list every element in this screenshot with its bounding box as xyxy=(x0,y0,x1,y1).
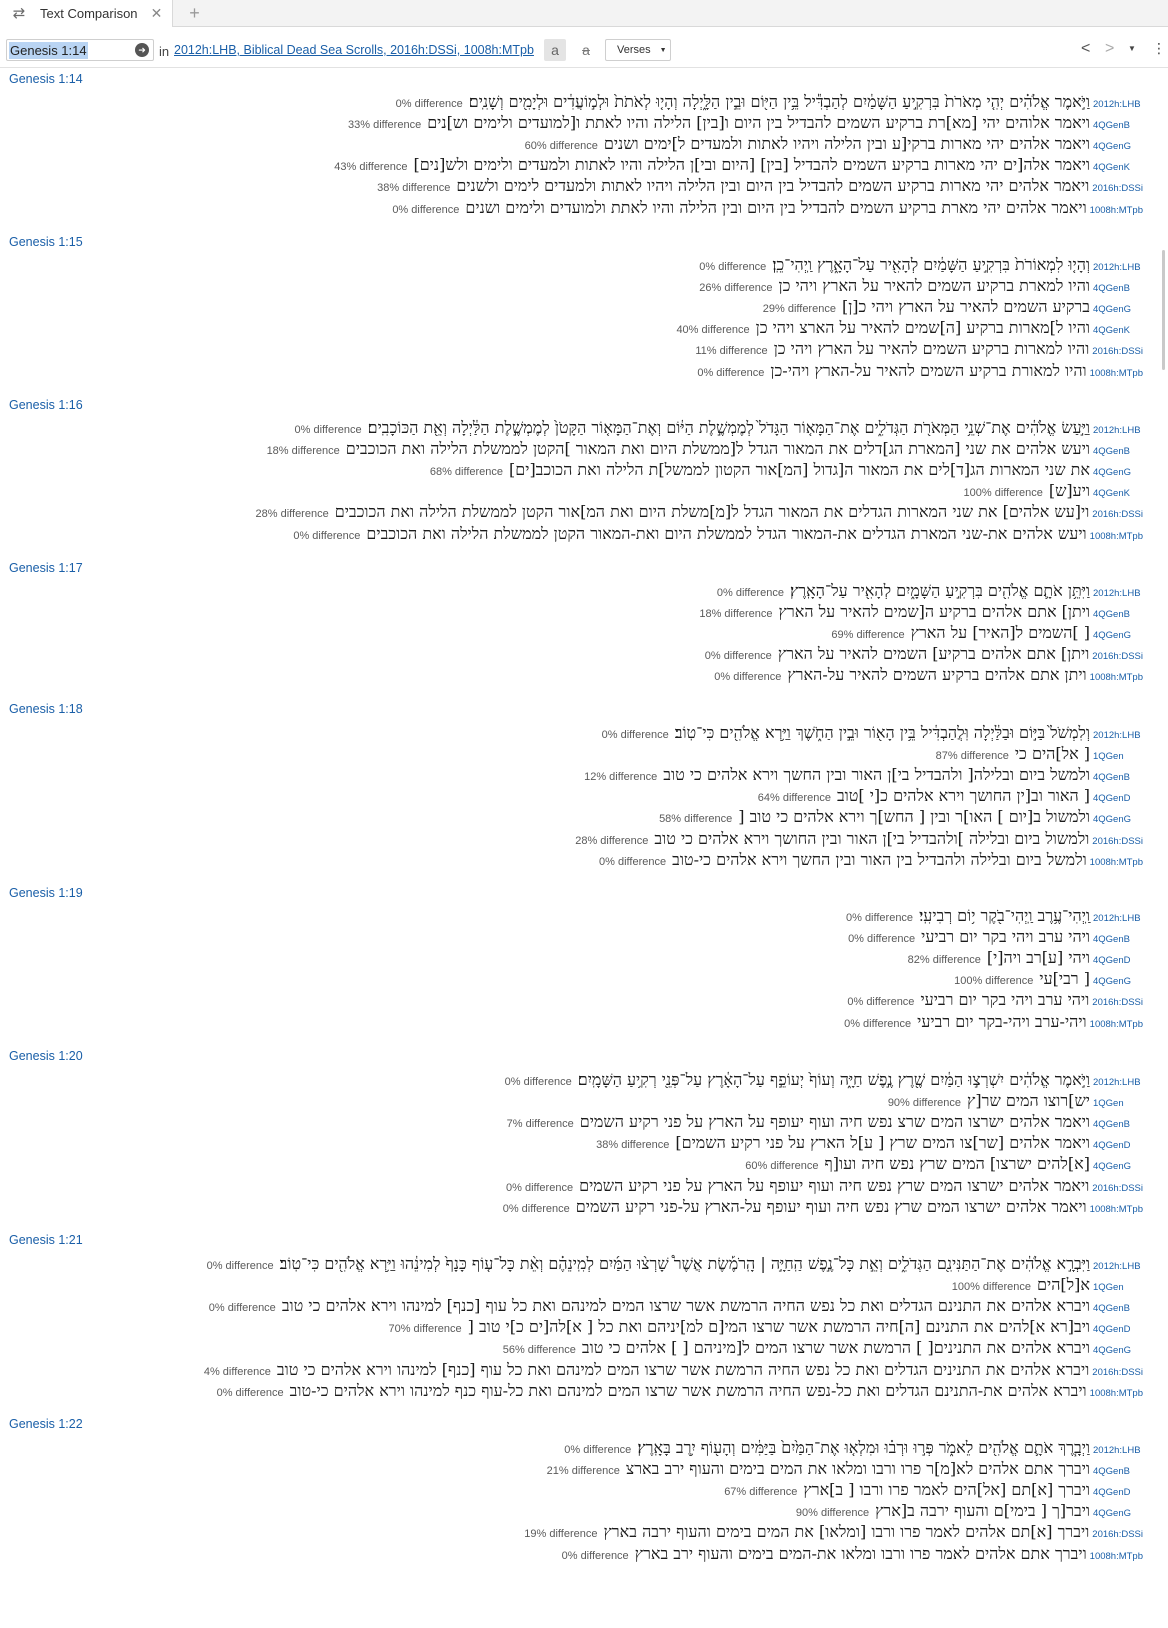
text-abbreviation[interactable]: 4QGenG xyxy=(1093,1345,1132,1357)
verse-text: ויאמר אלהים ישרצו המים שרץ נפש חיה ועוף יעופף על-הארץ על-פני רקיע השמים xyxy=(575,1196,1087,1216)
difference-percent: 0% difference xyxy=(504,1076,572,1088)
verse-text: ויאמר אלהים יהי מארת ברקיע השמים להבדיל בין היום ובין הלילה והיו לאתת ולמועדים ולימים ושנים xyxy=(465,197,1087,217)
text-abbreviation[interactable]: 4QGenB xyxy=(1093,283,1130,295)
difference-percent: 19% difference xyxy=(524,1528,598,1541)
go-arrow-icon[interactable]: ➜ xyxy=(135,43,149,57)
comparison-row xyxy=(714,665,1143,687)
difference-percent: 4% difference xyxy=(203,1365,271,1378)
text-abbreviation[interactable]: 4QGenB xyxy=(1093,1466,1130,1478)
comparison-row xyxy=(697,361,1143,383)
text-abbreviation[interactable]: 2016h:DSSi xyxy=(1092,835,1143,847)
verse-reference-link[interactable]: Genesis 1:15 xyxy=(9,235,83,249)
verse-text: ויברא אלהים את התנינים[ ] הרמשת אשר שרצו המים ל[מיניהם [ ] אלהים כי טוב xyxy=(581,1338,1090,1358)
text-abbreviation[interactable]: 1008h:MTpb xyxy=(1089,1550,1143,1562)
verse-text: והיו למאורת ברקיע השמים להאיר על-הארץ ויהי-כן xyxy=(770,360,1087,380)
text-abbreviation[interactable]: 1008h:MTpb xyxy=(1089,1387,1143,1399)
text-abbreviation[interactable]: 4QGenB xyxy=(1093,120,1130,132)
comparison-row xyxy=(717,581,1143,603)
verse-text: ויתן] אתם אלהים ברקיע] השמים להאיר על הארץ xyxy=(777,644,1090,664)
difference-percent: 60% difference xyxy=(745,1160,819,1173)
comparison-row xyxy=(796,1501,1143,1523)
verse-text: ויאמר אלהים [שר]צו המים שרץ [ ע]ל הארץ על פני רקיע השמים] xyxy=(675,1133,1090,1153)
back-arrow-icon[interactable]: < xyxy=(1081,40,1091,57)
text-abbreviation[interactable]: 4QGenK xyxy=(1093,488,1130,500)
comparison-row xyxy=(503,1197,1143,1219)
verse-text: [ האור וב[ין החושך וירא אלהים כ[י ]טוב xyxy=(836,786,1090,806)
text-abbreviation[interactable]: 2012h:LHB xyxy=(1093,262,1141,273)
comparison-row xyxy=(217,1381,1143,1403)
tab-bar xyxy=(0,0,1168,27)
text-abbreviation[interactable]: 4QGenG xyxy=(1093,630,1132,642)
text-abbreviation[interactable]: 1008h:MTpb xyxy=(1089,856,1143,868)
difference-percent: 0% difference xyxy=(392,203,460,216)
verse-text: וַיַּ֣עַשׂ אֱלֹהִ֔ים אֶת־שְׁנֵ֥י הַמְּאֹרֹ֖ת הַגְּדֹלִ֑ים אֶת־הַמָּא֤וֹר הַגָּדֹל֙ לְמֶמְשֶׁ֣לֶת הַיּ֔וֹם וְאֶת־הַמָּא֤וֹר הַקָּטֹן֙ לְמֶמְשֶׁ֣לֶת הַלַּ֔יְלָה וְאֵ֖ת הַכּוֹכָבִֽים׃ xyxy=(367,418,1090,437)
difference-percent: 0% difference xyxy=(714,671,782,684)
comparison-row xyxy=(525,134,1143,156)
comparison-row xyxy=(964,481,1143,503)
text-abbreviation[interactable]: 4QGenK xyxy=(1093,325,1130,337)
verse-text: והיו למארות ברקיע השמים להאיר על הארץ ויהי כן xyxy=(773,339,1090,359)
text-abbreviation[interactable]: 1QGen xyxy=(1093,751,1124,763)
tab-title: Text Comparison xyxy=(40,5,138,21)
comparison-row xyxy=(699,276,1143,298)
verse-text: וי[עש אלהים] את שני המארות הגדלים את המאור הגדל ל[מ]משלת היום ואת המ]אור הקטן לממשלת הלילה ואת הכוכבים xyxy=(334,502,1090,522)
difference-percent: 87% difference xyxy=(935,750,1009,763)
comparison-row xyxy=(705,644,1143,666)
text-abbreviation[interactable]: 2012h:LHB xyxy=(1093,1261,1141,1272)
verse-text: ויברך [א]תם [אל]הים לאמר פרו ורבו [ ב]ארץ xyxy=(803,1480,1090,1500)
verse-text: ויהי-ערב ויהי-בקר יום רביעי xyxy=(917,1011,1087,1031)
difference-percent: 0% difference xyxy=(699,261,767,273)
verse-text: ויהי ערב ויהי בקר יום רביעי xyxy=(920,990,1090,1010)
text-abbreviation[interactable]: 1QGen xyxy=(1093,1098,1124,1110)
difference-percent: 0% difference xyxy=(848,933,916,946)
comparison-row xyxy=(908,948,1143,970)
text-abbreviation[interactable]: 4QGenG xyxy=(1093,976,1132,988)
text-abbreviation[interactable]: 4QGenB xyxy=(1093,772,1130,784)
comparison-row xyxy=(844,1012,1143,1034)
difference-percent: 33% difference xyxy=(348,119,422,132)
difference-percent: 0% difference xyxy=(216,1386,284,1399)
verse-reference-link[interactable]: Genesis 1:18 xyxy=(9,702,83,716)
toolbar xyxy=(0,35,1168,63)
difference-percent: 26% difference xyxy=(699,282,773,295)
comparison-row xyxy=(207,1254,1143,1276)
difference-percent: 40% difference xyxy=(676,324,750,337)
scroll-thumb[interactable] xyxy=(1162,250,1165,370)
forward-arrow-icon[interactable]: > xyxy=(1105,40,1115,57)
comparison-row xyxy=(204,1360,1143,1382)
text-abbreviation[interactable]: 4QGenG xyxy=(1093,1161,1132,1173)
verse-text: ויהי ערב ויהי בקר יום רביעי xyxy=(921,927,1090,947)
tab-text-comparison[interactable] xyxy=(0,0,173,27)
text-abbreviation[interactable]: 4QGenG xyxy=(1093,467,1132,479)
comparison-row xyxy=(524,1522,1143,1544)
difference-percent: 100% difference xyxy=(951,1281,1032,1294)
comparison-row xyxy=(348,113,1143,135)
add-tab-icon[interactable]: + xyxy=(189,2,200,23)
verse-text: ולמשל ביום ובלילה ולהבדיל בין האור ובין החשך וירא אלהים כי-טוב xyxy=(672,849,1087,869)
text-abbreviation[interactable]: 4QGenB xyxy=(1093,446,1130,458)
verse-reference-link[interactable]: Genesis 1:19 xyxy=(9,886,83,900)
verse-text: ויעש אלהים את שני [המארת הג]דלים את המאור הגדל ל[ממשלת היום ואת המאור ]הקטן לממשלת הלילה ואת הכוכבים xyxy=(345,439,1090,459)
view-mode-value: Verses xyxy=(617,44,651,56)
difference-percent: 0% difference xyxy=(564,1444,632,1456)
text-abbreviation[interactable]: 2016h:DSSi xyxy=(1092,346,1143,358)
verse-text: ויע[ש] xyxy=(1048,481,1090,501)
comparison-row xyxy=(602,723,1143,745)
text-abbreviation[interactable]: 2012h:LHB xyxy=(1093,913,1141,924)
reference-value[interactable]: Genesis 1:14 xyxy=(10,42,87,58)
comparison-row xyxy=(936,744,1143,766)
text-abbreviation[interactable]: 4QGenG xyxy=(1093,304,1132,316)
verse-reference-link[interactable]: Genesis 1:17 xyxy=(9,561,83,575)
verse-text: ויתן אתם אלהים ברקיע השמים להאיר על-הארץ xyxy=(787,665,1087,685)
verse-text: ויברך [א]תם אלהים לאמר פרו ורבו [ומלאו] את המים בימים והעוף ירבה בארץ xyxy=(603,1522,1090,1542)
verse-text: ויבר[ך [ בימי]ם והעוף ירבה ב[ארץ xyxy=(875,1501,1090,1521)
comparison-row xyxy=(584,765,1143,787)
verse-text: [ אל]הים כי xyxy=(1014,744,1090,764)
difference-percent: 0% difference xyxy=(697,366,765,379)
difference-percent: 90% difference xyxy=(887,1097,961,1110)
text-abbreviation[interactable]: 2016h:DSSi xyxy=(1092,1529,1143,1541)
difference-percent: 29% difference xyxy=(762,303,836,316)
text-abbreviation[interactable]: 2016h:DSSi xyxy=(1092,509,1143,521)
comparison-row xyxy=(888,1091,1143,1113)
verse-text: ולמשול ב[יום ] האו]ר ובין [ החש]ך וירא אלהים כי טוב [ xyxy=(738,807,1090,827)
difference-percent: 0% difference xyxy=(599,855,667,868)
verse-reference-link[interactable]: Genesis 1:16 xyxy=(9,398,83,412)
text-abbreviation[interactable]: 2012h:LHB xyxy=(1093,425,1141,436)
text-abbreviation[interactable]: 4QGenK xyxy=(1093,162,1130,174)
difference-percent: 60% difference xyxy=(524,140,598,153)
text-abbreviation[interactable]: 2012h:LHB xyxy=(1093,588,1141,599)
verse-text: וְלִמְשֹׁל֙ בַּיּ֣וֹם וּבַלַּ֔יְלָה וּֽלֲהַבְדִּ֔יל בֵּ֥ין הָא֖וֹר וּבֵ֣ין הַחֹ֑שֶׁךְ וַיַּ֥רְא אֱלֹהִ֖ים כִּי־טֽוֹב׃ xyxy=(674,723,1090,742)
verse-text: ויהי [ע]רב ויה[י] xyxy=(986,948,1090,968)
text-abbreviation[interactable]: 2012h:LHB xyxy=(1093,730,1141,741)
verse-text: וַיֹּ֣אמֶר אֱלֹהִ֔ים יִשְׁרְצ֣וּ הַמַּ֔יִם שֶׁ֖רֶץ נֶ֣פֶשׁ חַיָּ֑ה וְעוֹף֙ יְעוֹפֵ֣ף עַל־הָאָ֔רֶץ עַל־פְּנֵ֖י רְקִ֥יעַ הַשָּׁמָֽיִם׃ xyxy=(577,1070,1090,1089)
verse-text: א[ל]הים xyxy=(1037,1275,1090,1295)
comparison-panel xyxy=(0,68,1160,1628)
comparison-row xyxy=(256,502,1143,524)
comparison-row xyxy=(846,906,1143,928)
verse-text: ויברא אלהים את-התנינם הגדלים ואת כל-נפש החיה הרמשת אשר שרצו המים למינהם ואת כל-עוף כנף למינהו וירא אלהים כי-טוב xyxy=(289,1380,1087,1400)
verse-text: ויאמר אלהים יהי מארות ברקי[ע ובין הלילה ויהיו לאתות ולמעדים ל]ימים ושנים xyxy=(603,134,1090,154)
swap-arrows-icon: ⇄ xyxy=(12,5,26,22)
text-abbreviation[interactable]: 4QGenB xyxy=(1093,609,1130,621)
difference-percent: 64% difference xyxy=(757,792,831,805)
comparison-row xyxy=(392,198,1143,220)
difference-percent: 0% difference xyxy=(704,650,772,663)
verse-text: ויאמר אלהים יהי מארות ברקיע השמים להבדיל בין היום ובין הלילה ויהיו לאתות ולמעדים לימים ולשנים xyxy=(456,176,1090,196)
text-abbreviation[interactable]: 4QGenD xyxy=(1093,955,1131,967)
text-abbreviation[interactable]: 1008h:MTpb xyxy=(1089,1203,1143,1215)
dropdown-menu-icon[interactable]: ▼ xyxy=(1128,44,1136,53)
comparison-row xyxy=(505,1070,1143,1092)
comparison-row xyxy=(506,1176,1143,1198)
comparison-row xyxy=(952,1275,1143,1297)
comparison-row xyxy=(676,318,1143,340)
verse-reference-link[interactable]: Genesis 1:20 xyxy=(9,1049,83,1063)
comparison-row xyxy=(564,1438,1143,1460)
difference-percent: 56% difference xyxy=(502,1344,576,1357)
text-abbreviation[interactable]: 4QGenD xyxy=(1093,1324,1131,1336)
comparison-row xyxy=(209,1296,1143,1318)
difference-percent: 70% difference xyxy=(388,1323,462,1336)
difference-percent: 69% difference xyxy=(831,629,905,642)
verse-text: ויעש אלהים את-שני המארת הגדלים את-המאור הגדל לממשלת היום ואת-המאור הקטן לממשלת הלילה ואת הכוכבים xyxy=(366,523,1087,543)
difference-percent: 11% difference xyxy=(695,345,768,358)
verse-text: את שני המארות הג[ד]לים את המאור ה[גדול [המ]אור הקטון לממשל]ת הלילה ואת הכוכב[ים] xyxy=(509,460,1090,480)
difference-percent: 82% difference xyxy=(907,954,981,967)
comparison-row xyxy=(295,418,1143,440)
difference-percent: 0% difference xyxy=(395,98,463,110)
comparison-row xyxy=(547,1459,1143,1481)
verse-text: ויאמר אלוהים יהי [מא]רת ברקיע השמים להבדיל בין היום ו[בין] הלילה והיו לאתת ו[למועדים ולימים וש]נים xyxy=(427,113,1090,133)
text-abbreviation[interactable]: 1008h:MTpb xyxy=(1089,530,1143,542)
difference-percent: 28% difference xyxy=(575,834,649,847)
chevron-down-icon: ▼ xyxy=(659,46,667,54)
comparison-row xyxy=(596,1133,1143,1155)
verse-text: ויברא אלהים את התנינים הגדלים ואת כל נפש החיה הרמשת אשר שרצו המים למינהם ואת כל עוף [כנף] למינהו וירא אלהים כי טוב xyxy=(276,1359,1090,1379)
difference-percent: 43% difference xyxy=(334,161,408,174)
comparison-row xyxy=(831,623,1143,645)
text-abbreviation[interactable]: 1008h:MTpb xyxy=(1089,367,1143,379)
difference-percent: 28% difference xyxy=(255,508,329,521)
difference-percent: 68% difference xyxy=(429,466,504,479)
difference-percent: 0% difference xyxy=(561,1549,629,1562)
comparison-row xyxy=(699,602,1143,624)
difference-percent: 0% difference xyxy=(716,587,784,599)
difference-percent: 7% difference xyxy=(506,1118,574,1131)
verse-text: ולמשל ביום ובלילה[ ולהבדיל בי]ן האור ובין החשך וירא אלהים כי טוב xyxy=(663,765,1090,785)
difference-percent: 0% difference xyxy=(844,1017,912,1030)
difference-percent: 38% difference xyxy=(596,1139,670,1152)
verse-text: והיו למארת ברקיע השמים להאיר על הארץ ויהי כן xyxy=(778,276,1090,296)
difference-percent: 58% difference xyxy=(659,813,733,826)
comparison-row xyxy=(562,1544,1143,1566)
view-mode-select[interactable] xyxy=(605,39,671,61)
verse-reference-link[interactable]: Genesis 1:14 xyxy=(9,72,83,86)
comparison-row xyxy=(763,297,1143,319)
verse-text: יש]רוצו המים שר[ץ xyxy=(967,1091,1090,1111)
difference-percent: 0% difference xyxy=(293,529,361,542)
strikethrough-button[interactable]: a xyxy=(582,42,590,58)
text-abbreviation[interactable]: 2012h:LHB xyxy=(1093,1077,1141,1088)
text-abbreviation[interactable]: 2016h:DSSi xyxy=(1092,1182,1143,1194)
comparison-row xyxy=(847,990,1143,1012)
comparison-row xyxy=(334,155,1143,177)
difference-percent: 0% difference xyxy=(847,996,915,1009)
verse-reference-link[interactable]: Genesis 1:22 xyxy=(9,1417,83,1431)
comparison-row xyxy=(699,255,1143,277)
difference-percent: 0% difference xyxy=(294,424,362,436)
text-abbreviation[interactable]: 4QGenB xyxy=(1093,934,1130,946)
verse-text: ולמשול ביום ובלילה ]ולהבדיל בי]ן האור ובין החושך וירא אלהים כי טוב xyxy=(654,828,1090,848)
verse-text: ויאמר אלהים ישרצו המים שרץ נפש חיה ועוף יעופף על הארץ על פני רקיע השמים xyxy=(579,1175,1090,1195)
text-abbreviation[interactable]: 2012h:LHB xyxy=(1093,99,1141,110)
text-abbreviation[interactable]: 1QGen xyxy=(1093,1282,1124,1294)
verse-text: ויברא אלהים את התנינם הגדלים ואת כל נפש החיה הרמשת אשר שרצו המים למינהם ואת כל עוף [כנף] למינהו וירא אלהים כי טוב xyxy=(281,1296,1090,1316)
verse-text: ברקיע השמים להאיר על הארץ ויהי כ[ן] xyxy=(841,297,1090,317)
comparison-row xyxy=(396,92,1143,114)
text-abbreviation[interactable]: 1008h:MTpb xyxy=(1089,1018,1143,1030)
text-abbreviation[interactable]: 4QGenB xyxy=(1093,1303,1130,1315)
comparison-row xyxy=(507,1112,1143,1134)
verse-text: [ רבי]עי xyxy=(1039,969,1090,989)
verse-text: ויאמר אלה[ים יהי מארות ברקיע השמים להבדיל [בין] [היום ובי]ן הלילה והיו לאתות ולמעדים ולימים ולש[נים] xyxy=(413,155,1090,175)
text-abbreviation[interactable]: 4QGenD xyxy=(1093,1140,1131,1152)
verse-text: [א]להים ישרצו] המים שרץ נפש חיה ועו[ף xyxy=(824,1154,1090,1174)
comparison-row xyxy=(695,339,1143,361)
comparison-row xyxy=(293,524,1143,546)
close-icon[interactable]: ✕ xyxy=(150,4,163,21)
difference-percent: 0% difference xyxy=(206,1260,274,1272)
verse-text: וַיֹּ֣אמֶר אֱלֹהִ֗ים יְהִ֤י מְאֹרֹת֙ בִּרְקִ֣יעַ הַשָּׁמַ֔יִם לְהַבְדִּ֕יל בֵּ֥ין הַיּ֖וֹם וּבֵ֣ין הַלָּ֑יְלָה וְהָי֤וּ לְאֹתֹת֙ וּלְמ֣וֹעֲדִ֔ים וּלְיָמִ֖ים וְשָׁנִֽים׃ xyxy=(468,92,1090,111)
difference-percent: 12% difference xyxy=(584,771,658,784)
difference-percent: 21% difference xyxy=(546,1465,620,1478)
verse-text: ויב[רא א]להים את התנינם [ה]חיה הרמשת אשר שרצו המי[ם למ]יניהם ואת כל [ א]לה[ים כ]י טוב [ xyxy=(467,1317,1090,1337)
verse-text: ויברך אתם אלהים לאמר פרו ורבו ומלאו את-המים בימים והעוף ירב בארץ xyxy=(634,1543,1087,1563)
comparison-row xyxy=(659,807,1143,829)
verse-text: ויברך אתם אלהים לא[מ]ר פרו ורבו ומלאו את המים בימים והעוף ירב בארצ xyxy=(625,1459,1090,1479)
comparison-row xyxy=(724,1480,1143,1502)
verse-text: ויתן] אתם אלהים ברקיע ה[שמים להאיר על הארץ xyxy=(778,602,1090,622)
text-abbreviation[interactable]: 2012h:LHB xyxy=(1093,1445,1141,1456)
comparison-row xyxy=(758,786,1143,808)
comparison-row xyxy=(848,927,1143,949)
verse-text: [ ]השמים ל[האיר] על הארץ xyxy=(910,623,1090,643)
text-abbreviation[interactable]: 1008h:MTpb xyxy=(1089,672,1143,684)
text-abbreviation[interactable]: 2016h:DSSi xyxy=(1092,183,1143,195)
difference-percent: 100% difference xyxy=(954,975,1034,988)
text-abbreviation[interactable]: 2016h:DSSi xyxy=(1092,997,1143,1009)
verse-text: וַיִּבְרָ֣א אֱלֹהִ֔ים אֶת־הַתַּנִּינִ֖ם הַגְּדֹלִ֑ים וְאֵ֣ת כָּל־נֶ֣פֶשׁ הַֽחַיָּ֣ה | הָֽרֹמֶ֡שֶׂת אֲשֶׁר֩ שָׁרְצ֨וּ הַמַּ֜יִם לְמִֽינֵהֶ֗ם וְאֵ֨ת כָּל־ע֤וֹף כָּנָף֙ לְמִינֵ֔הוּ וַיַּ֥רְא אֱלֹהִ֖ים כִּי־טֽוֹב׃ xyxy=(279,1254,1090,1273)
text-abbreviation[interactable]: 4QGenG xyxy=(1093,1508,1132,1520)
comparison-row xyxy=(745,1154,1143,1176)
text-abbreviation[interactable]: 4QGenD xyxy=(1093,793,1131,805)
more-options-icon[interactable]: ⋮ xyxy=(1152,40,1166,56)
text-abbreviation[interactable]: 4QGenB xyxy=(1093,1119,1130,1131)
difference-percent: 38% difference xyxy=(377,182,451,195)
difference-percent: 0% difference xyxy=(845,912,914,924)
verse-text: וַֽיְהִי־עֶ֥רֶב וַֽיְהִי־בֹ֖קֶר י֥וֹם רְבִיעִֽי׃ xyxy=(919,906,1090,925)
text-abbreviation[interactable]: 4QGenG xyxy=(1093,814,1132,826)
text-abbreviation[interactable]: 1008h:MTpb xyxy=(1089,204,1143,216)
comparison-row xyxy=(575,829,1143,851)
comparison-row xyxy=(599,850,1143,872)
difference-percent: 0% difference xyxy=(208,1302,276,1315)
text-abbreviation[interactable]: 4QGenG xyxy=(1093,141,1132,153)
difference-percent: 18% difference xyxy=(699,608,773,621)
difference-percent: 0% difference xyxy=(502,1202,570,1215)
verse-reference-link[interactable]: Genesis 1:21 xyxy=(9,1233,83,1247)
difference-percent: 18% difference xyxy=(266,445,340,458)
comparison-row xyxy=(377,176,1143,198)
verse-text: ויאמר אלהים ישרצו המים שרצ נפש חיה ועוף יעופף על הארץ על פני רקיע השמים xyxy=(579,1112,1090,1132)
texts-selector-link[interactable]: 2012h:LHB, Biblical Dead Sea Scrolls, 2016h:DSSi, 1008h:MTpb xyxy=(174,43,534,57)
verse-text: וַיִּתֵּ֥ן אֹתָ֛ם אֱלֹהִ֖ים בִּרְקִ֣יעַ הַשָּׁמָ֑יִם לְהָאִ֖יר עַל־הָאָֽרֶץ׃ xyxy=(789,581,1090,600)
comparison-row xyxy=(503,1338,1143,1360)
verse-text: וַיְבָ֧רֶךְ אֹתָ֛ם אֱלֹהִ֖ים לֵאמֹ֑ר פְּר֣וּ וּרְב֗וּ וּמִלְא֤וּ אֶת־הַמַּ֙יִם֙ בַּיַּמִּ֔ים וְהָע֖וֹף יִ֥רֶב בָּאָֽרֶץ׃ xyxy=(637,1438,1090,1457)
difference-percent: 0% difference xyxy=(601,729,669,741)
comparison-row xyxy=(954,969,1143,991)
difference-percent: 100% difference xyxy=(963,487,1043,500)
difference-percent: 90% difference xyxy=(795,1507,870,1520)
difference-percent: 67% difference xyxy=(724,1486,798,1499)
difference-percent: 0% difference xyxy=(506,1181,574,1194)
verse-text: וְהָי֤וּ לִמְאוֹרֹת֙ בִּרְקִ֣יעַ הַשָּׁמַ֔יִם לְהָאִ֖יר עַל־הָאָ֑רֶץ וַֽיְהִי־כֵֽן׃ xyxy=(772,255,1090,274)
comparison-row xyxy=(388,1317,1143,1339)
comparison-row xyxy=(430,460,1143,482)
text-abbreviation[interactable]: 2016h:DSSi xyxy=(1092,1366,1143,1378)
reference-input[interactable] xyxy=(6,39,154,61)
verse-text: והיו ל]מארות ברקיע [ה]שמים להאיר על הארצ ויהי כן xyxy=(755,318,1090,338)
text-abbreviation[interactable]: 2016h:DSSi xyxy=(1092,651,1143,663)
comparison-row xyxy=(267,439,1143,461)
text-abbreviation[interactable]: 4QGenD xyxy=(1093,1487,1131,1499)
in-label: in xyxy=(159,44,170,59)
text-format-button[interactable]: a xyxy=(544,39,566,61)
